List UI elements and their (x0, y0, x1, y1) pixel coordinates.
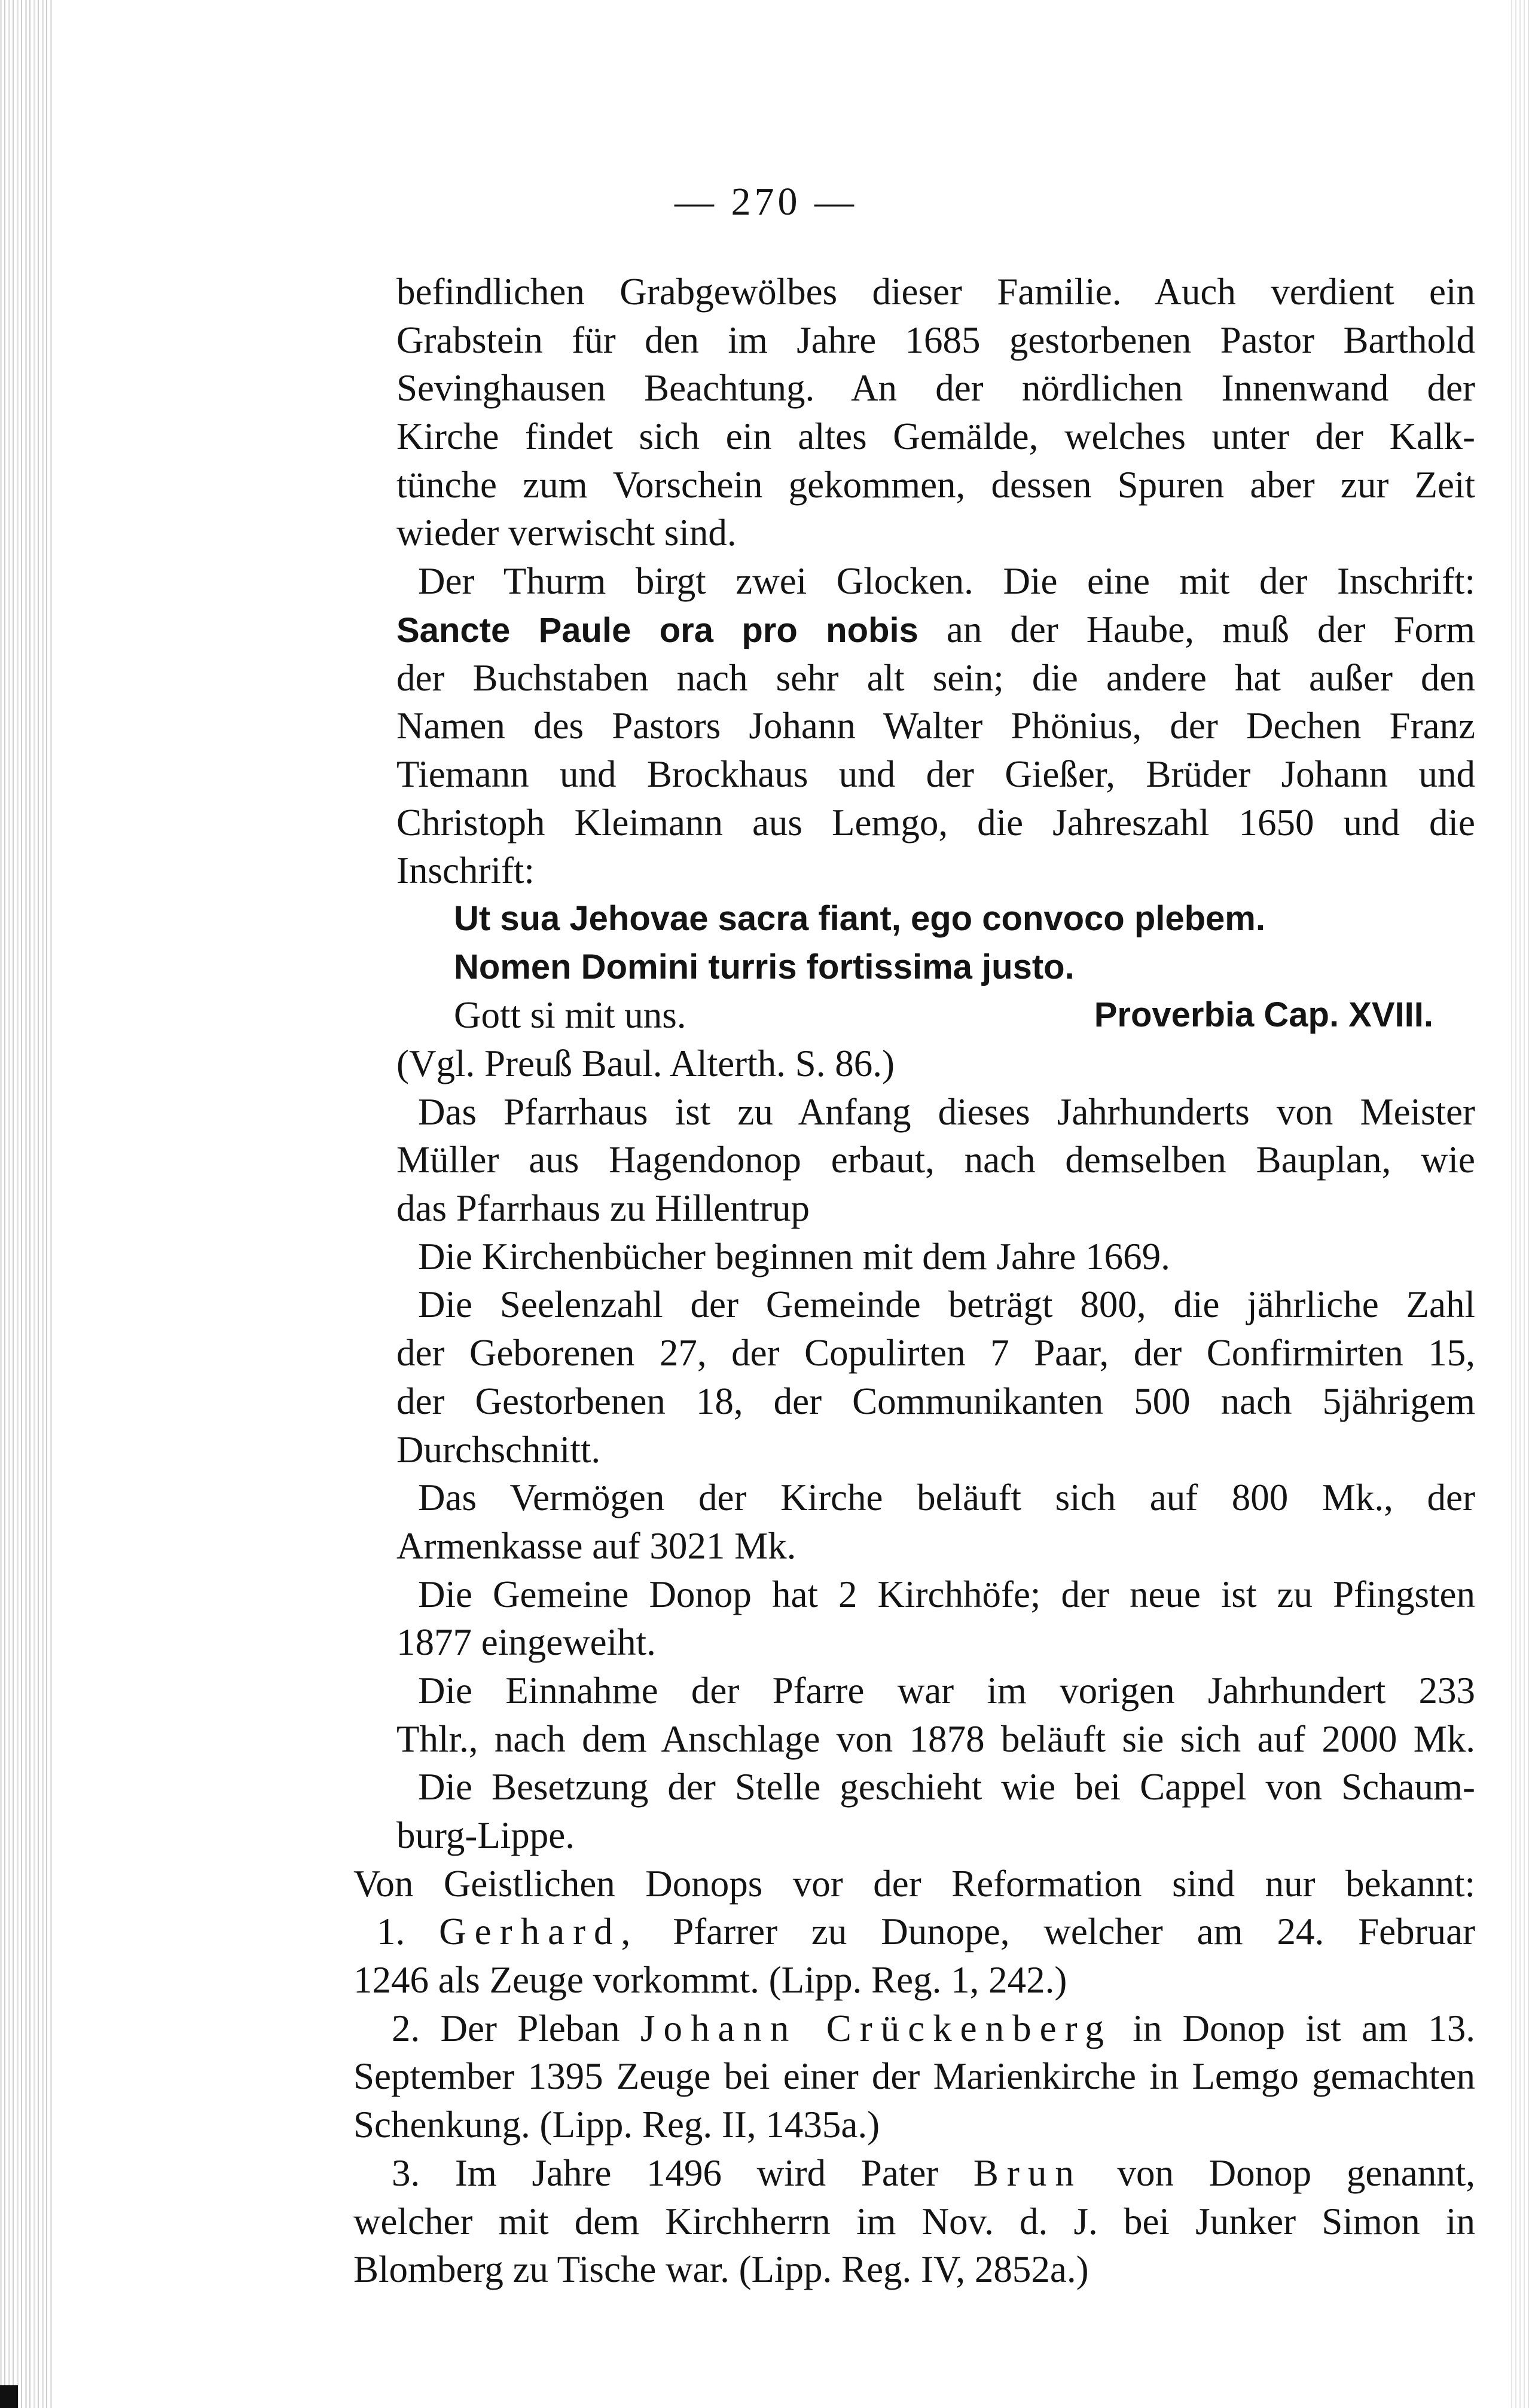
text-line: Der Thurm birgt zwei Glocken. Die eine mit der Inschrift: (418, 560, 1475, 603)
list-item (392, 2149, 1475, 2198)
text-line: Kirche findet sich ein altes Gemälde, welches unter der Kalk- (396, 415, 1475, 458)
text-line: Durchschnitt. (396, 1428, 601, 1471)
text-line: Die Seelenzahl der Gemeinde beträgt 800, die jährliche Zahl (418, 1284, 1475, 1326)
list-item (377, 1908, 1475, 1956)
text-line: Namen des Pastors Johann Walter Phönius, der Dechen Franz (396, 705, 1475, 747)
text-line: 1246 als Zeuge vorkommt. (Lipp. Reg. 1, 242.) (353, 1959, 1067, 2001)
latin-inscription: Sancte Paule ora pro nobis (396, 610, 918, 650)
text-fragment: in Donop ist am 13. (1133, 2007, 1475, 2049)
text-line: Grabstein für den im Jahre 1685 gestorbenen Pastor Barthold (396, 319, 1475, 361)
scan-edge-right (1508, 0, 1532, 2408)
citation: Proverbia Cap. XVIII. (1094, 995, 1433, 1035)
scan-corner-mark (0, 2385, 18, 2408)
text-line: Inschrift: (396, 849, 535, 892)
text-line: welcher mit dem Kirchherrn im Nov. d. J. bei Junker Simon in (353, 2200, 1475, 2242)
text-line: Das Pfarrhaus ist zu Anfang dieses Jahrhunderts von Meister (418, 1090, 1475, 1133)
person-name: Johann Crückenberg (640, 2007, 1112, 2049)
text-line: Sevinghausen Beachtung. An der nördlichen Innenwand der (396, 367, 1475, 410)
text-line: der Buchstaben nach sehr alt sein; die andere hat außer den (396, 656, 1475, 699)
page-body (353, 268, 1475, 2294)
text-line: der Geborenen 27, der Copulirten 7 Paar, der Confirmirten 15, (396, 1332, 1475, 1374)
text-line: Blomberg zu Tische war. (Lipp. Reg. IV, 2852a.) (353, 2248, 1089, 2291)
text-line: Die Besetzung der Stelle geschieht wie bei Cappel von Schaum- (418, 1766, 1475, 1808)
text-line: burg-Lippe. (396, 1814, 575, 1856)
text-line: Tiemann und Brockhaus und der Gießer, Brüder Johann und (396, 753, 1475, 795)
text-line: Die Gemeine Donop hat 2 Kirchhöfe; der neue ist zu Pfingsten (418, 1573, 1475, 1615)
text-line: Die Kirchenbücher beginnen mit dem Jahre 1669. (418, 1235, 1170, 1278)
text-line: das Pfarrhaus zu Hillentrup (396, 1187, 810, 1230)
text-line: September 1395 Zeuge bei einer der Marienkirche in Lemgo gemachten (353, 2055, 1475, 2098)
page-number: — 270 — (675, 180, 857, 224)
text-line: Die Einnahme der Pfarre war im vorigen Jahrhundert 233 (418, 1669, 1475, 1712)
text-fragment: an der Haube, muß der Form (946, 608, 1475, 650)
inscription-line (396, 991, 1475, 1040)
text-line: befindlichen Grabgewölbes dieser Familie. Auch verdient ein (396, 271, 1475, 313)
list-item (392, 2004, 1475, 2053)
person-name: Gerhard, (439, 1911, 639, 1953)
text-line (396, 606, 1475, 654)
inscription-line: Nomen Domini turris fortissima justo. (454, 947, 1075, 986)
text-line: Armenkasse auf 3021 Mk. (396, 1524, 796, 1567)
person-name: Brun (973, 2152, 1082, 2194)
text-line: Christoph Kleimann aus Lemgo, die Jahreszahl 1650 und die (396, 801, 1475, 844)
text-line: Das Vermögen der Kirche beläuft sich auf 800 Mk., der (418, 1477, 1475, 1519)
scan-edge-left (0, 0, 54, 2408)
text-line: Müller aus Hagendonop erbaut, nach demselben Bauplan, wie (396, 1139, 1475, 1181)
text-line: tünche zum Vorschein gekommen, dessen Spuren aber zur Zeit (396, 463, 1475, 506)
text-line: wieder verwischt sind. (396, 512, 737, 554)
text-fragment: 2. Der Pleban (392, 2007, 620, 2049)
list-number: 1. (377, 1911, 405, 1953)
text-fragment: von Donop genannt, (1117, 2152, 1475, 2194)
inscription-line: Ut sua Jehovae sacra fiant, ego convoco plebem. (454, 899, 1265, 938)
text-line: 1877 eingeweiht. (396, 1621, 656, 1664)
text-fragment: 3. Im Jahre 1496 wird Pater (392, 2152, 939, 2194)
text-line: (Vgl. Preuß Baul. Alterth. S. 86.) (396, 1043, 895, 1084)
text-line: der Gestorbenen 18, der Communikanten 500 nach 5jährigem (396, 1380, 1475, 1422)
text-fragment: Gott si mit uns. (454, 994, 686, 1037)
text-line: Thlr., nach dem Anschlage von 1878 beläuft sie sich auf 2000 Mk. (396, 1718, 1475, 1760)
text-line: Von Geistlichen Donops vor der Reformation sind nur bekannt: (353, 1862, 1475, 1905)
text-fragment: Pfarrer zu Dunope, welcher am 24. Februar (673, 1911, 1475, 1953)
text-line: Schenkung. (Lipp. Reg. II, 1435a.) (353, 2104, 880, 2146)
